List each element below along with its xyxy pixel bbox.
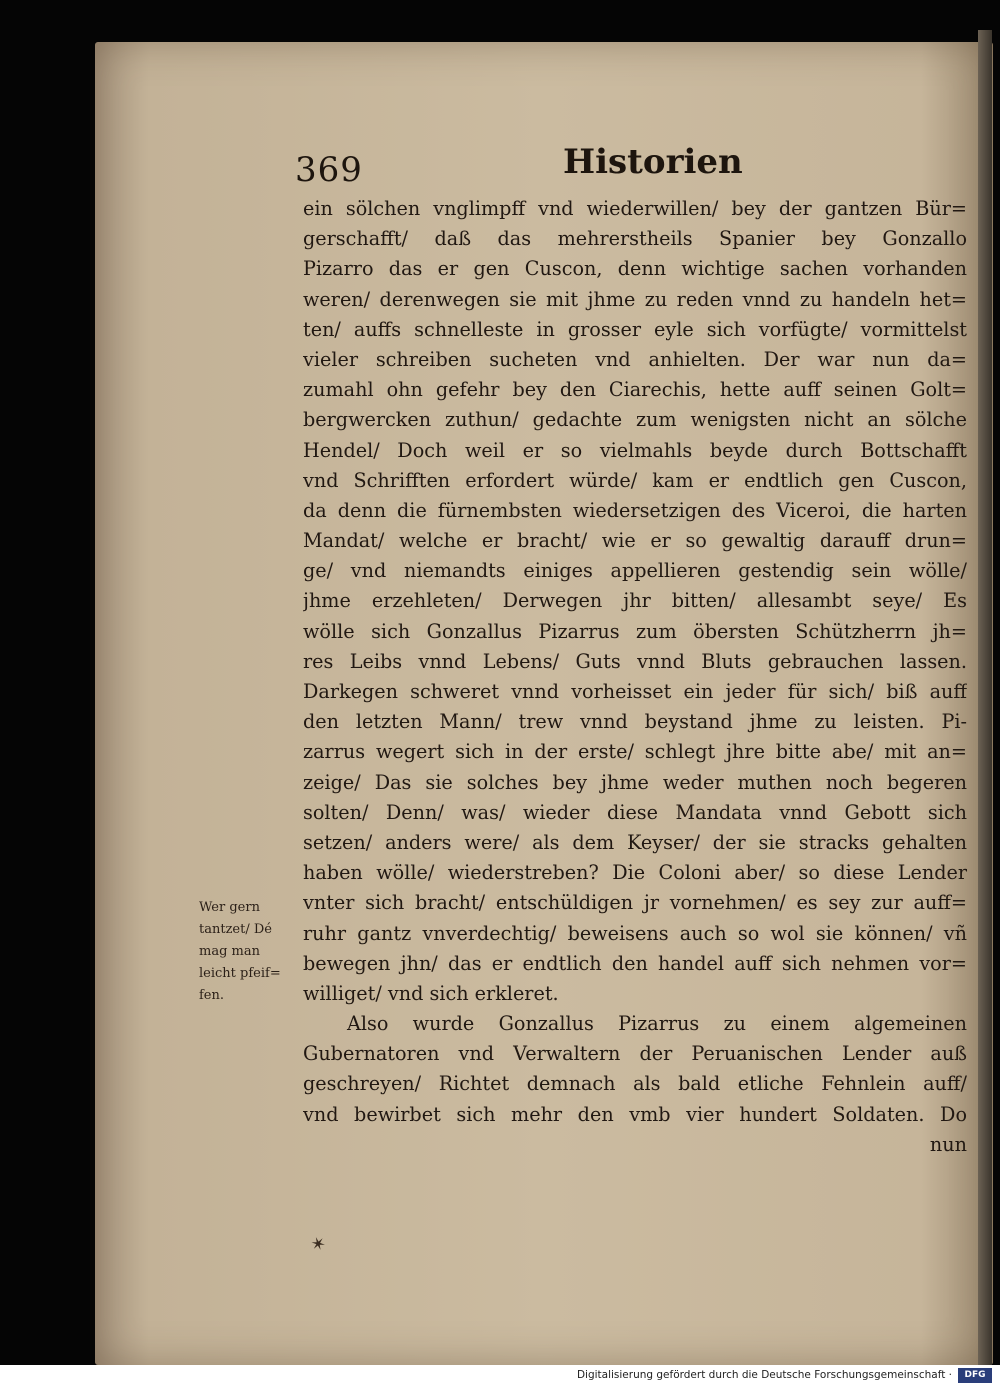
ink-blot-icon: ✶	[307, 1232, 330, 1257]
text-line: den letzten Mann/ trew vnnd beystand jhme zu leisten. Pi-	[303, 710, 967, 734]
text-line: williget/ vnd sich erkleret.	[303, 981, 559, 1005]
text-line: vnd bewirbet sich mehr den vmb vier hundert Soldaten. Do	[303, 1102, 967, 1126]
text-line: ruhr gantz vnverdechtig/ beweisens auch so wol sie können/ vñ	[303, 921, 967, 945]
text-line: solten/ Denn/ was/ wieder diese Mandata vnnd Gebott sich	[303, 800, 967, 824]
text-line: vnter sich bracht/ entschüldigen jr vornehmen/ es sey zur auff=	[303, 891, 967, 915]
text-line: jhme erzehleten/ Derwegen jhr bitten/ allesambt seye/ Es	[303, 589, 967, 613]
marginal-note-line: fen.	[199, 988, 225, 1003]
footer-bar	[0, 1365, 1000, 1387]
text-line: Pizarro das er gen Cuscon, denn wichtige sachen vorhanden	[303, 257, 967, 281]
footer-credit: Digitalisierung gefördert durch die Deutsche Forschungsgemeinschaft ·	[576, 1369, 952, 1381]
text-line: bewegen jhn/ das er endtlich den handel auff sich nehmen vor=	[303, 951, 967, 975]
text-line: zumahl ohn gefehr bey den Ciarechis, hette auff seinen Golt=	[303, 378, 967, 402]
running-head	[95, 142, 993, 192]
text-line: zeige/ Das sie solches bey jhme weder muthen noch begeren	[303, 770, 967, 794]
text-line: Hendel/ Doch weil er so vielmahls beyde durch Bottschafft	[303, 438, 967, 462]
page-number: 369	[295, 150, 363, 190]
text-line: Darkegen schweret vnnd vorheisset ein jeder für sich/ biß auff	[303, 680, 967, 703]
dfg-logo-icon: DFG	[958, 1368, 992, 1383]
page-edge	[978, 30, 992, 1370]
text-line: ten/ auffs schnelleste in grosser eyle sich vorfügte/ vormittelst	[303, 317, 967, 341]
text-line: geschreyen/ Richtet demnach als bald etliche Fehnlein auff/	[303, 1072, 967, 1096]
marginal-note	[199, 897, 299, 1007]
text-line: haben wölle/ wiederstreben? Die Coloni aber/ so diese Lender	[303, 861, 967, 885]
text-line: Also wurde Gonzallus Pizarrus zu einem algemeinen	[347, 1012, 967, 1036]
text-line: ein sölchen vnglimpff vnd wiederwillen/ bey der gantzen Bür=	[303, 197, 967, 220]
marginal-note-line: mag man	[199, 944, 260, 959]
text-line: Gubernatoren vnd Verwaltern der Peruanischen Lender auß	[303, 1042, 967, 1066]
page-title: Historien	[563, 142, 743, 182]
text-line: bergwercken zuthun/ gedachte zum wenigsten nicht an sölche	[303, 408, 967, 432]
catchword: nun	[929, 1132, 967, 1156]
marginal-note-line: tantzet/ Dé	[199, 922, 272, 937]
marginal-note-line: leicht pfeif=	[199, 966, 281, 981]
text-line: ge/ vnd niemandts einiges appellieren gestendig sein wölle/	[303, 559, 967, 583]
marginal-note-line: Wer gern	[199, 900, 260, 915]
text-line: gerschafft/ daß das mehrerstheils Spanier bey Gonzallo	[303, 227, 967, 251]
book-page	[95, 42, 993, 1365]
text-line: weren/ derenwegen sie mit jhme zu reden vnnd zu handeln het=	[303, 287, 967, 311]
text-line: zarrus wegert sich in der erste/ schlegt jhre bitte abe/ mit an=	[303, 740, 967, 764]
text-line: res Leibs vnnd Lebens/ Guts vnnd Bluts gebrauchen lassen.	[303, 649, 967, 673]
text-line: vieler schreiben sucheten vnd anhielten. Der war nun da=	[303, 347, 967, 371]
text-line: vnd Schrifften erfordert würde/ kam er endtlich gen Cuscon,	[303, 468, 967, 492]
text-line: da denn die fürnembsten wiedersetzigen des Viceroi, die harten	[303, 498, 967, 522]
body-text	[303, 194, 967, 1160]
text-line: wölle sich Gonzallus Pizarrus zum öbersten Schützherrn jh=	[303, 619, 967, 643]
text-line: Mandat/ welche er bracht/ wie er so gewaltig darauff drun=	[303, 529, 967, 553]
text-line: setzen/ anders were/ als dem Keyser/ der sie stracks gehalten	[303, 830, 967, 854]
